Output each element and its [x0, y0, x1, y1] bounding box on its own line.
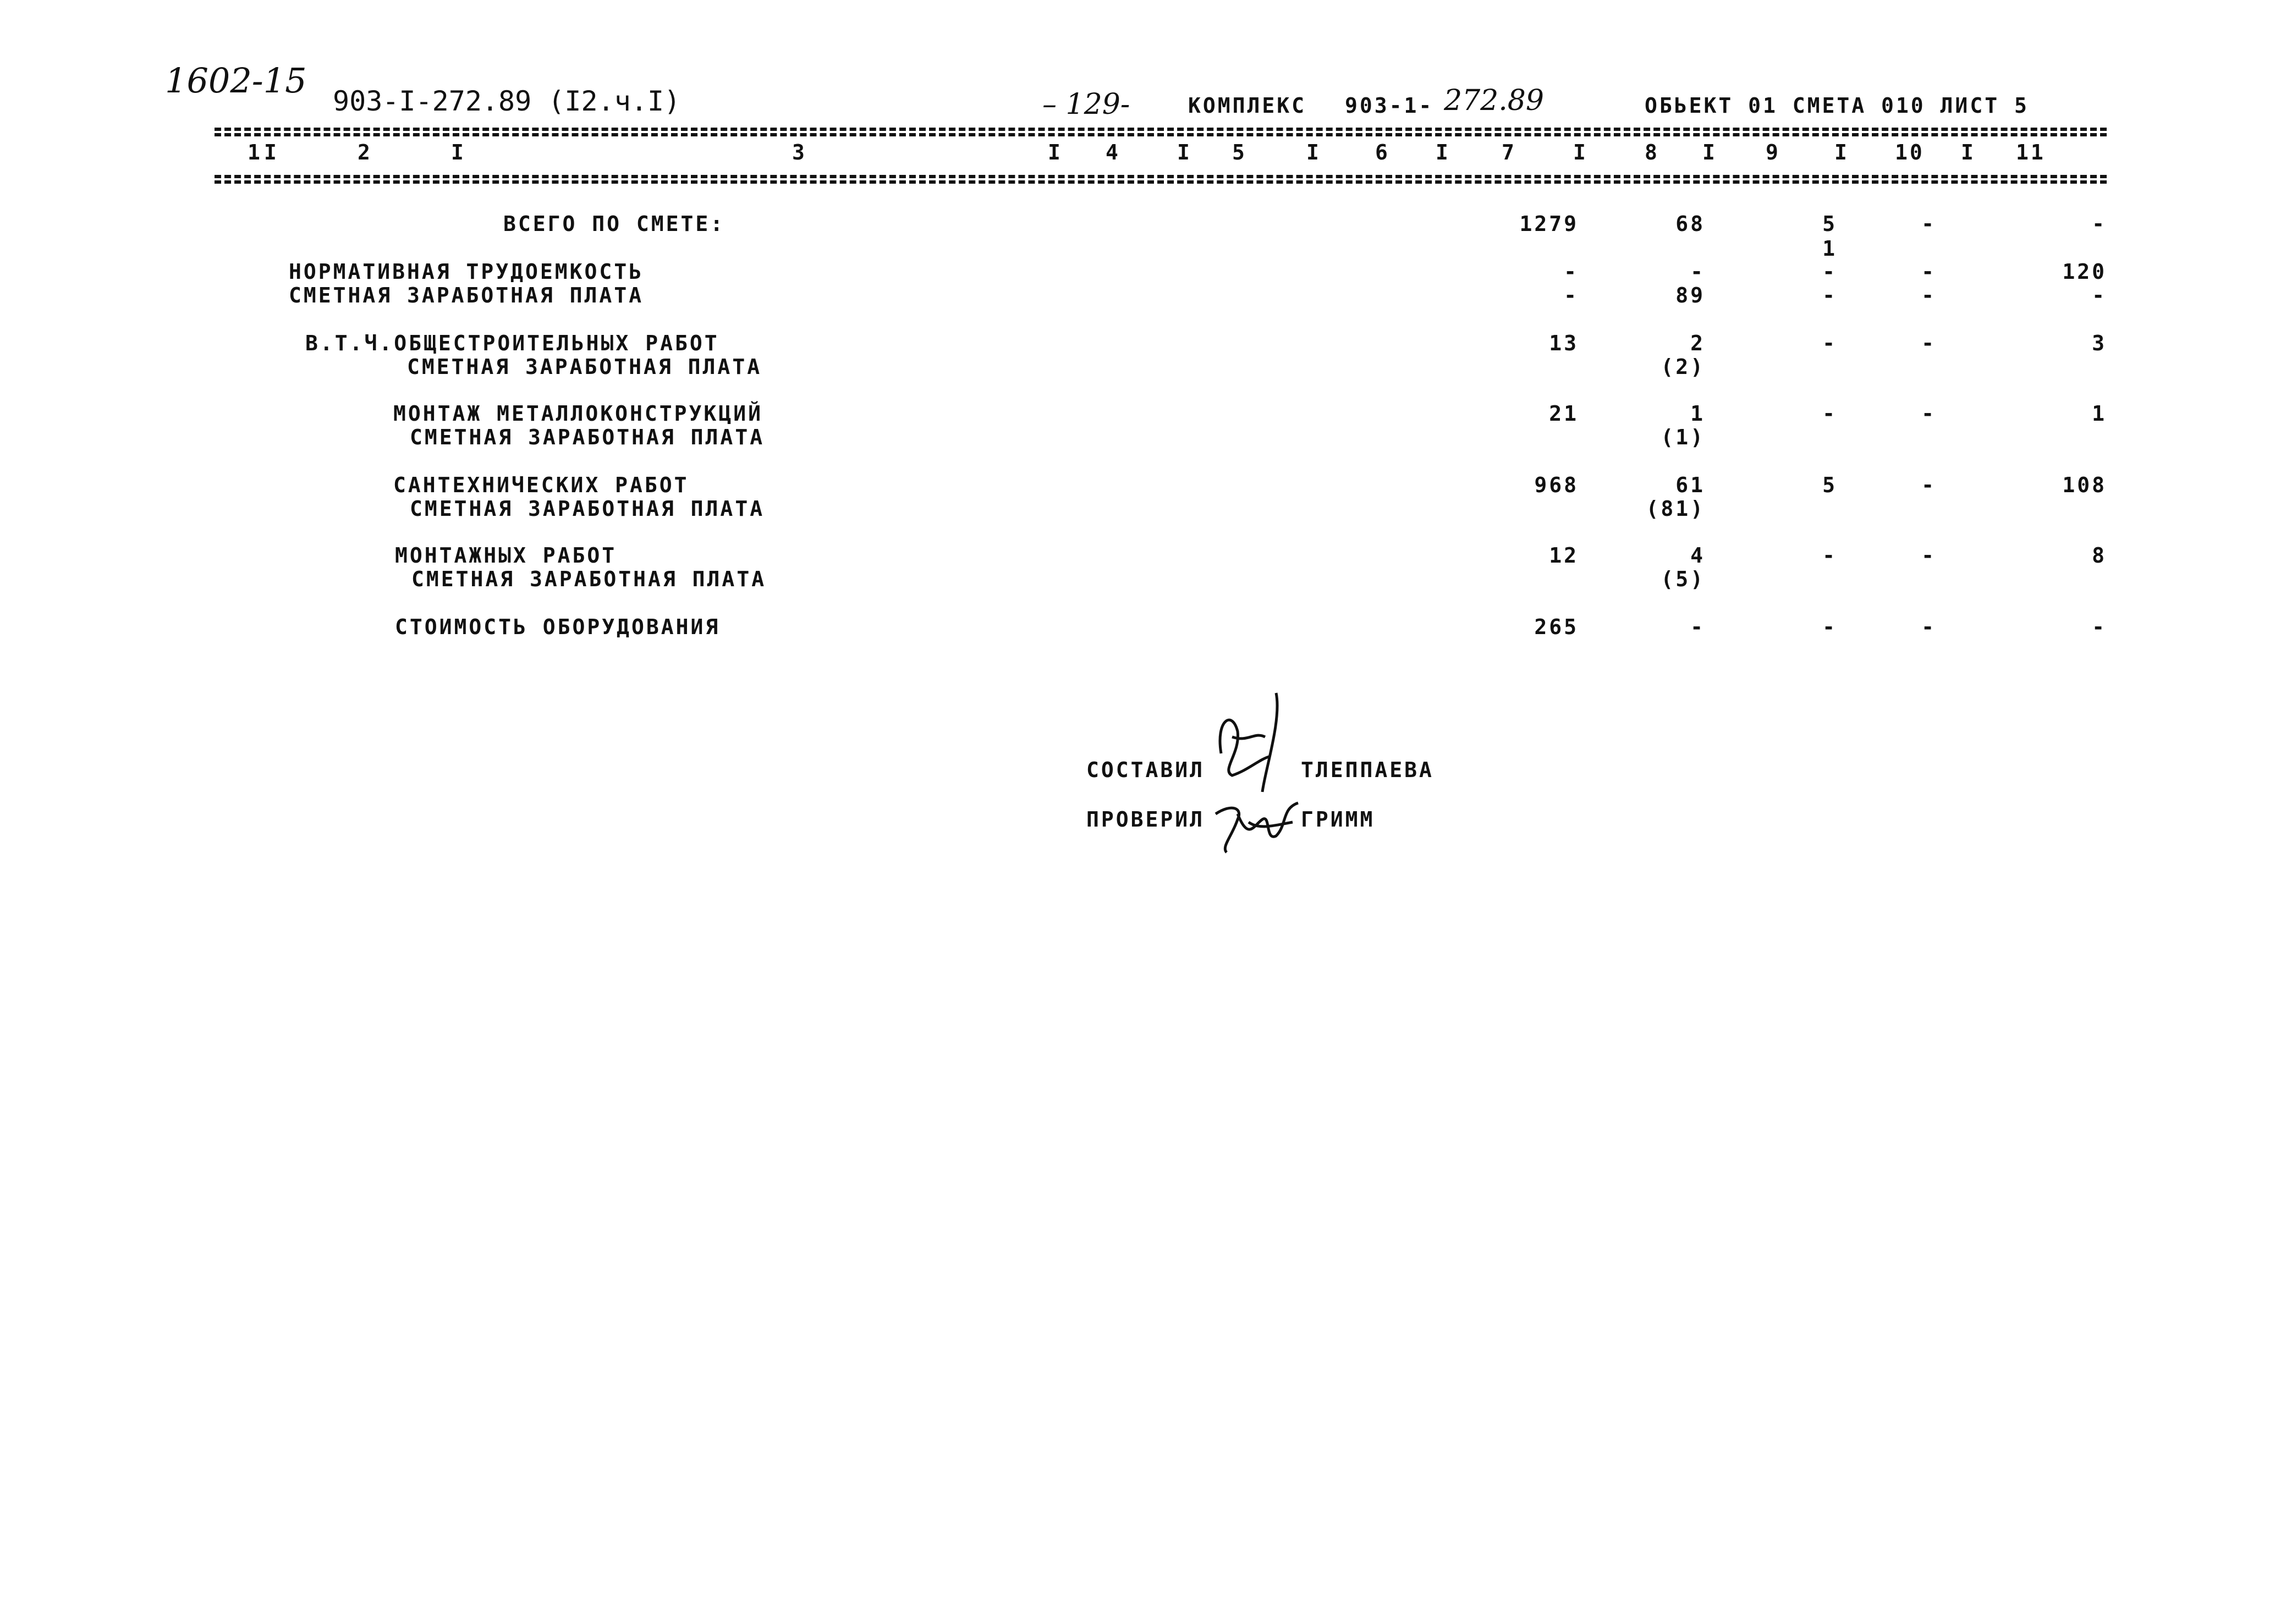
row-value-c7: -	[1564, 283, 1579, 307]
row-label: САНТЕХНИЧЕСКИХ РАБОТ	[393, 473, 689, 497]
row-value-c11: 3	[2092, 331, 2107, 355]
row-label: СМЕТНАЯ ЗАРАБОТНАЯ ПЛАТА	[289, 283, 644, 307]
column-number: I	[1702, 140, 1717, 164]
header-rule-bottom-2	[215, 180, 2107, 184]
row-value-c10: -	[1921, 473, 1936, 497]
handwritten-code: 1602-15	[165, 60, 307, 101]
row-value-c7: 21	[1549, 401, 1579, 426]
checked-label: ПРОВЕРИЛ	[1086, 807, 1205, 832]
row-value-c8: -	[1690, 260, 1705, 284]
row-value-c9: -	[1822, 331, 1837, 355]
row-value-c10: -	[1921, 283, 1936, 307]
object-sheet-label: ОБЬЕКТ 01 СМЕТА 010 ЛИСТ 5	[1645, 93, 2029, 118]
column-number: 6	[1375, 140, 1390, 164]
row-value-c8: 2	[1690, 331, 1705, 355]
column-number: 2	[358, 140, 372, 164]
row-value-c8: (1)	[1661, 425, 1705, 449]
column-number: I	[1177, 140, 1192, 164]
row-value-c7: 13	[1549, 331, 1579, 355]
row-label: В.Т.Ч.ОБЩЕСТРОИТЕЛЬНЫХ РАБОТ	[305, 331, 719, 355]
row-value-c7: 265	[1534, 615, 1579, 639]
column-number: 7	[1502, 140, 1516, 164]
row-value-c9: 5	[1822, 212, 1837, 236]
checked-signature	[1210, 792, 1304, 858]
header-rule-bottom	[215, 175, 2107, 178]
row-value-c9: 1	[1822, 236, 1837, 261]
row-label: СМЕТНАЯ ЗАРАБОТНАЯ ПЛАТА	[411, 567, 767, 591]
row-value-c10: -	[1921, 401, 1936, 426]
row-value-c8: 89	[1675, 283, 1705, 307]
row-value-c7: -	[1564, 260, 1579, 284]
row-value-c9: -	[1822, 615, 1837, 639]
row-label: СМЕТНАЯ ЗАРАБОТНАЯ ПЛАТА	[407, 355, 762, 379]
column-number: 3	[792, 140, 807, 164]
row-label: ВСЕГО ПО СМЕТЕ:	[503, 212, 726, 236]
column-number: I	[451, 140, 466, 164]
row-value-c11: 108	[2062, 473, 2107, 497]
complex-label: КОМПЛЕКС	[1188, 93, 1307, 118]
row-value-c10: -	[1921, 543, 1936, 568]
compiled-signature	[1199, 687, 1309, 797]
row-value-c11: -	[2092, 283, 2107, 307]
complex-code-handwritten: 272.89	[1444, 84, 1544, 117]
checked-name: ГРИММ	[1301, 807, 1375, 832]
row-value-c9: -	[1822, 543, 1837, 568]
column-number: I	[1961, 140, 1976, 164]
row-value-c10: -	[1921, 615, 1936, 639]
row-value-c8: -	[1690, 615, 1705, 639]
row-value-c8: 4	[1690, 543, 1705, 568]
row-value-c11: -	[2092, 615, 2107, 639]
row-value-c10: -	[1921, 212, 1936, 236]
row-label: СМЕТНАЯ ЗАРАБОТНАЯ ПЛАТА	[410, 425, 765, 449]
column-number: 1	[248, 140, 262, 164]
column-number: I	[1306, 140, 1321, 164]
row-label: НОРМАТИВНАЯ ТРУДОЕМКОСТЬ	[289, 260, 644, 284]
row-value-c9: -	[1822, 260, 1837, 284]
row-label: МОНТАЖ МЕТАЛЛОКОНСТРУКЦИЙ	[393, 401, 763, 426]
row-value-c8: 61	[1675, 473, 1705, 497]
row-value-c9: 5	[1822, 473, 1837, 497]
header-rule-top	[215, 128, 2107, 131]
column-number: 10	[1895, 140, 1925, 164]
row-label: МОНТАЖНЫХ РАБОТ	[395, 543, 617, 568]
row-value-c8: 1	[1690, 401, 1705, 426]
column-number: I	[1436, 140, 1450, 164]
row-value-c10: -	[1921, 331, 1936, 355]
page-number: – 129-	[1042, 88, 1130, 121]
row-value-c8: (2)	[1661, 355, 1705, 379]
row-value-c7: 12	[1549, 543, 1579, 568]
column-number: 11	[2016, 140, 2046, 164]
row-value-c8: (5)	[1661, 567, 1705, 591]
column-number: 4	[1106, 140, 1120, 164]
column-number: 8	[1645, 140, 1659, 164]
header-rule-top-2	[215, 133, 2107, 136]
column-number: I	[1834, 140, 1849, 164]
row-value-c11: -	[2092, 212, 2107, 236]
row-value-c11: 120	[2062, 260, 2107, 284]
column-number: I	[264, 140, 279, 164]
column-number: I	[1048, 140, 1063, 164]
row-value-c11: 8	[2092, 543, 2107, 568]
row-value-c8: 68	[1675, 212, 1705, 236]
row-value-c7: 968	[1534, 473, 1579, 497]
row-value-c10: -	[1921, 260, 1936, 284]
row-value-c9: -	[1822, 401, 1837, 426]
row-label: СМЕТНАЯ ЗАРАБОТНАЯ ПЛАТА	[410, 497, 765, 521]
column-number: 5	[1232, 140, 1247, 164]
compiled-label: СОСТАВИЛ	[1086, 758, 1205, 782]
row-value-c9: -	[1822, 283, 1837, 307]
project-code: 903-I-272.89 (I2.ч.I)	[333, 85, 681, 117]
row-value-c7: 1279	[1519, 212, 1579, 236]
compiled-name: ТЛЕППАЕВА	[1301, 758, 1434, 782]
complex-code-printed: 903-1-	[1345, 93, 1434, 118]
column-number: I	[1573, 140, 1588, 164]
row-label: СТОИМОСТЬ ОБОРУДОВАНИЯ	[395, 615, 721, 639]
row-value-c11: 1	[2092, 401, 2107, 426]
row-value-c8: (81)	[1646, 497, 1705, 521]
column-number: 9	[1766, 140, 1781, 164]
